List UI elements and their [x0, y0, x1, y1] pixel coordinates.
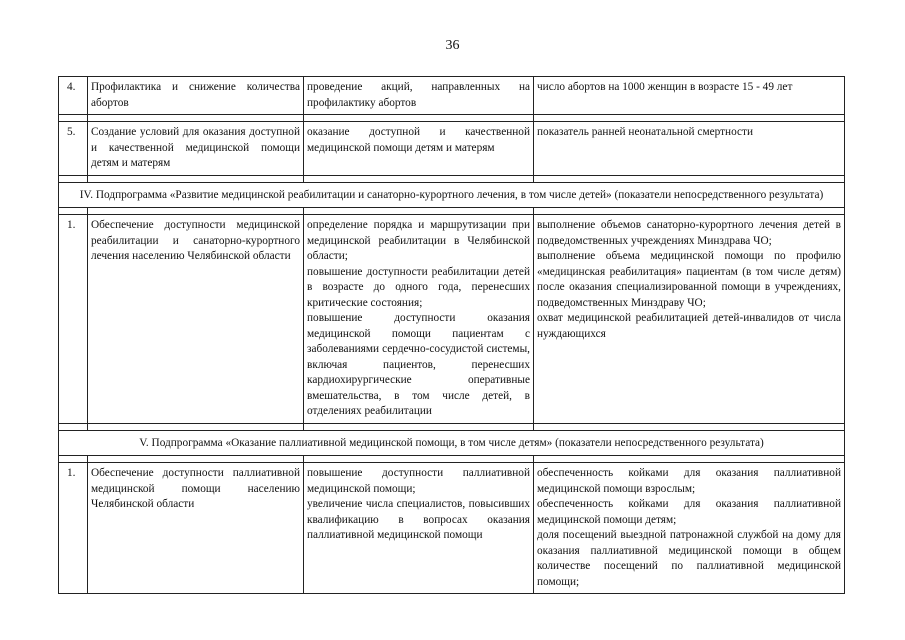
indicator-item: число абортов на 1000 женщин в возрасте 15 - 49 лет: [537, 81, 793, 93]
measures-cell: [304, 77, 534, 115]
section-title: IV. Подпрограмма «Развитие медицинской реабилитации и санаторно-курортного лечения, в том числе детей» (показатели непосредственного результата): [59, 182, 845, 208]
measure-item: увеличение числа специалистов, повысивших квалификацию в вопросах оказания паллиативной медицинской помощи: [307, 498, 530, 541]
indicators-cell: [534, 463, 845, 594]
indicator-item: обеспеченность койками для оказания паллиативной медицинской помощи детям;: [537, 498, 841, 526]
row-number: 1.: [59, 463, 88, 594]
indicator-item: охват медицинской реабилитацией детей-инвалидов от числа нуждающихся: [537, 312, 841, 340]
measures-cell: [304, 215, 534, 424]
task-name: Обеспечение доступности медицинской реабилитации и санаторно-курортного лечения населению Челябинской области: [88, 215, 304, 424]
measure-item: повышение доступности оказания медицинской помощи пациентам с заболеваниями сердечно-сосудистой системы, включая пациентов, перенесших кардиохирургические оперативные вмешательства, в том числе детей, в отделениях реабилитации: [307, 312, 530, 417]
program-table: [58, 76, 845, 594]
table-row: [59, 77, 845, 115]
measure-item: повышение доступности паллиативной медицинской помощи;: [307, 467, 530, 495]
row-number: 4.: [59, 77, 88, 115]
task-name: Обеспечение доступности паллиативной медицинской помощи населению Челябинской области: [88, 463, 304, 594]
indicators-cell: [534, 77, 845, 115]
measure-item: оказание доступной и качественной медицинской помощи детям и матерям: [307, 126, 530, 154]
indicator-item: выполнение объема медицинской помощи по профилю «медицинская реабилитация» пациентам (в том числе детям) после оказания специализированной помощи в учреждениях, подведомственных Минздраву ЧО;: [537, 250, 841, 309]
row-number: 5.: [59, 122, 88, 176]
measure-item: повышение доступности реабилитации детей в возрасте до одного года, перенесших критические состояния;: [307, 265, 530, 309]
task-name: Создание условий для оказания доступной и качественной медицинской помощи детям и матерям: [88, 122, 304, 176]
section-title: V. Подпрограмма «Оказание паллиативной медицинской помощи, в том числе детям» (показатели непосредственного результата): [59, 430, 845, 456]
indicator-item: доля посещений выездной патронажной службой на дому для оказания паллиативной медицинской помощи в общем количестве посещений по паллиативной медицинской помощи;: [537, 529, 841, 588]
table-row: [59, 215, 845, 424]
table-row: [59, 463, 845, 594]
table-row: [59, 122, 845, 176]
measure-item: определение порядка и маршрутизации при медицинской реабилитации в Челябинской области;: [307, 219, 530, 262]
task-name: Профилактика и снижение количества абортов: [88, 77, 304, 115]
indicators-cell: [534, 122, 845, 176]
indicator-item: обеспеченность койками для оказания паллиативной медицинской помощи взрослым;: [537, 467, 841, 495]
page-number: 36: [445, 38, 460, 53]
indicators-cell: [534, 215, 845, 424]
section-header-row: [59, 430, 845, 456]
indicator-item: показатель ранней неонатальной смертности: [537, 126, 754, 138]
section-header-row: [59, 182, 845, 208]
indicator-item: выполнение объемов санаторно-курортного лечения детей в подведомственных учреждениях Минздрава ЧО;: [537, 219, 841, 247]
measure-item: проведение акций, направленных на профилактику абортов: [307, 81, 530, 109]
row-number: 1.: [59, 215, 88, 424]
measures-cell: [304, 463, 534, 594]
measures-cell: [304, 122, 534, 176]
